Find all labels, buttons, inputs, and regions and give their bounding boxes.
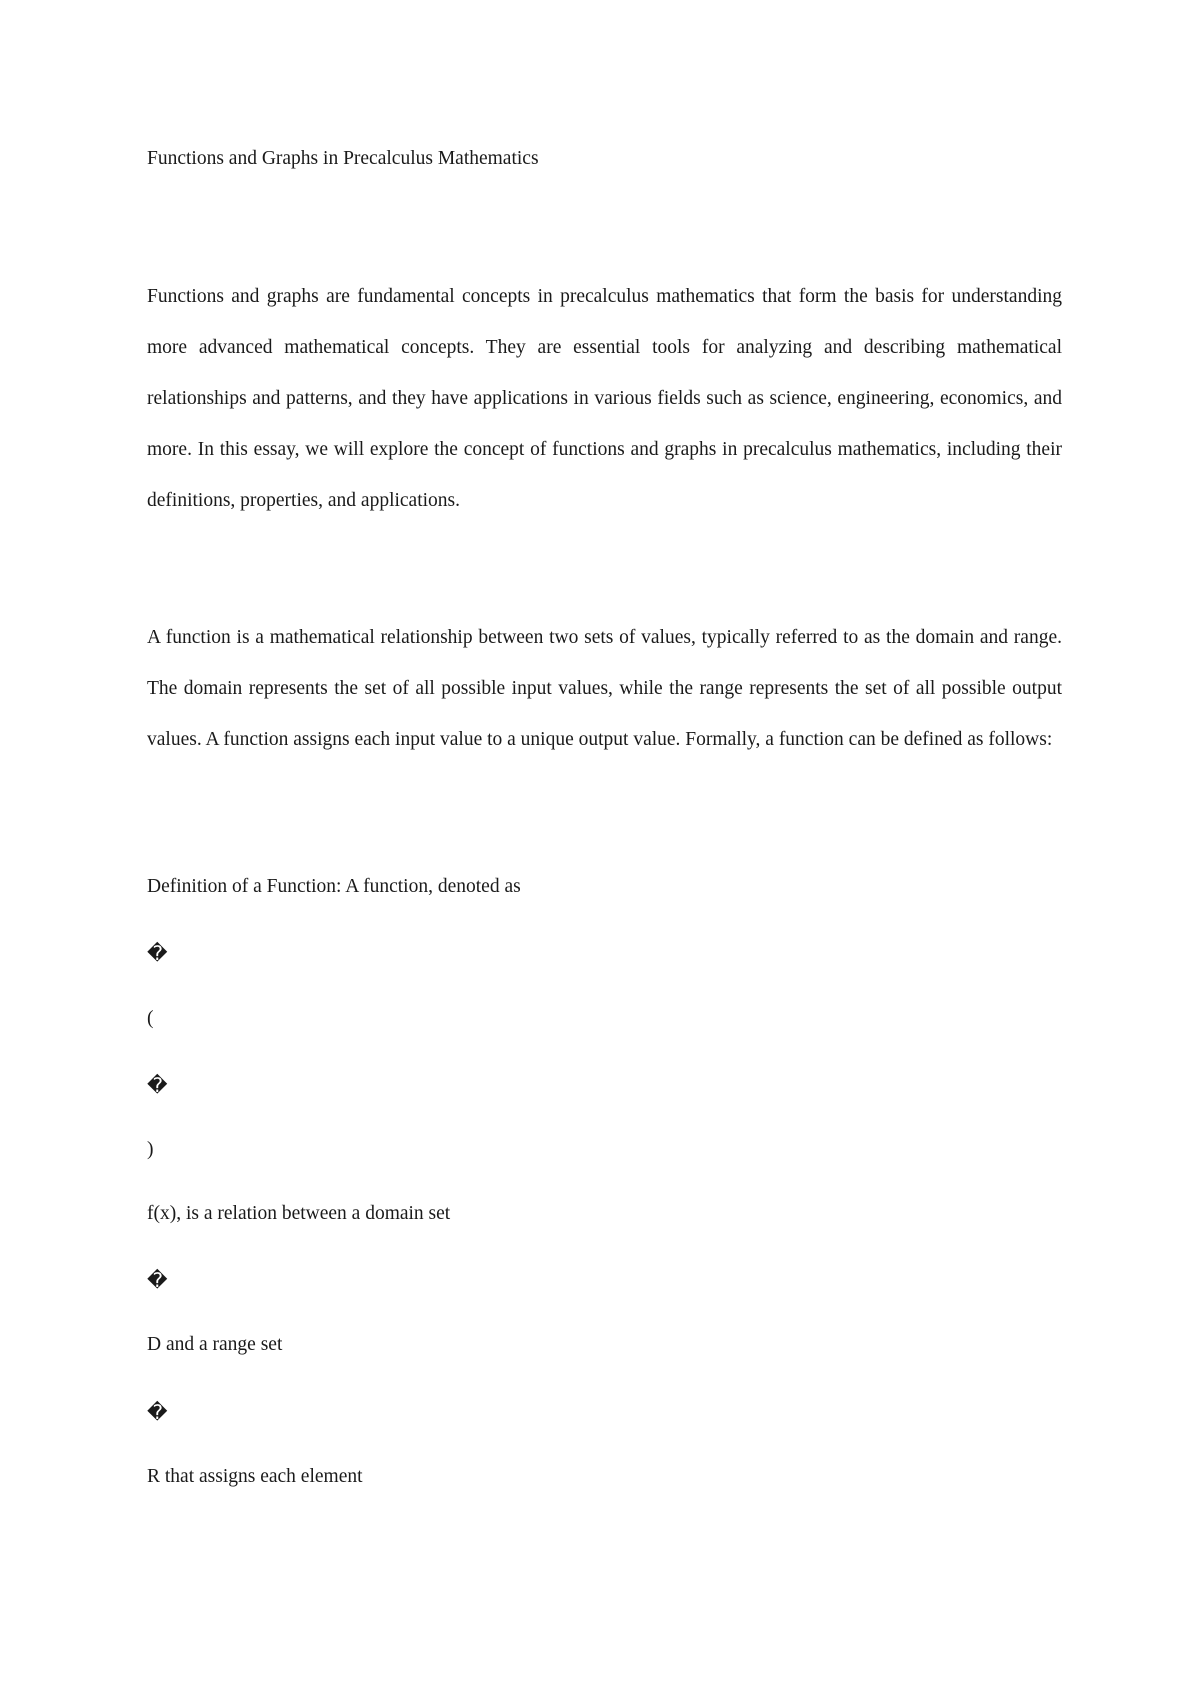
definition-line: Definition of a Function: A function, denoted as xyxy=(147,876,521,897)
math-paren-open: ( xyxy=(147,1008,154,1029)
paragraph-intro: Functions and graphs are fundamental concepts in precalculus mathematics that form the basis for understanding more advanced mathematical concepts. They are essential tools for analyzing and describing mathematical relationships and patterns, and they have applications in various fields such as science, engineering, economics, and more. In this essay, we will explore the concept of functions and graphs in precalculus mathematics, including their definitions, properties, and applications. xyxy=(147,286,1062,511)
math-glyph-placeholder: � xyxy=(147,1400,168,1424)
assigns-line: R that assigns each element xyxy=(147,1466,363,1487)
math-glyph-placeholder: � xyxy=(147,941,168,965)
range-set-line: D and a range set xyxy=(147,1334,283,1355)
relation-line: f(x), is a relation between a domain set xyxy=(147,1203,451,1224)
paragraph-function-definition: A function is a mathematical relationship between two sets of values, typically referred to as the domain and range. The domain represents the set of all possible input values, while the range represents the set of all possible output values. A function assigns each input value to a unique output value. Formally, a function can be defined as follows: xyxy=(147,627,1062,750)
document-title: Functions and Graphs in Precalculus Mathematics xyxy=(147,148,539,169)
math-glyph-placeholder: � xyxy=(147,1073,168,1097)
math-paren-close: ) xyxy=(147,1139,154,1160)
math-glyph-placeholder: � xyxy=(147,1268,168,1292)
